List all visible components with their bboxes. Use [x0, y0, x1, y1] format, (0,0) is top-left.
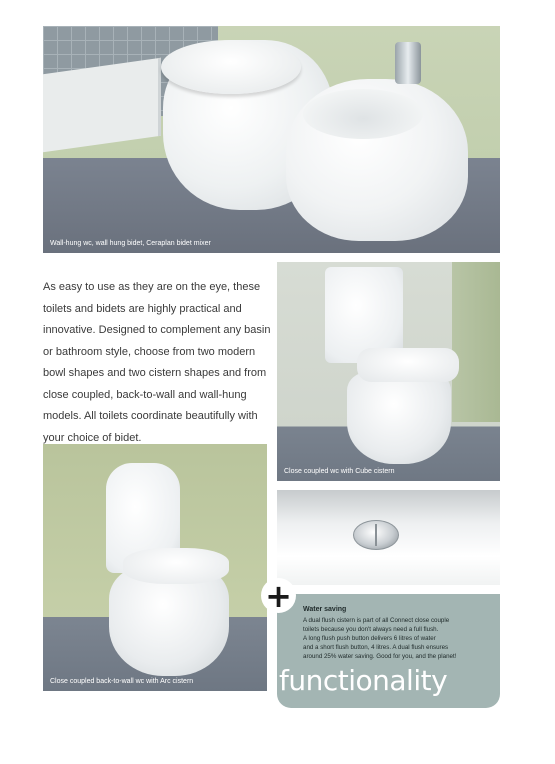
door-frame	[452, 262, 500, 422]
intro-line: innovative. Designed to complement any basin	[43, 324, 271, 336]
panel-text-line: and a short flush button, 4 litres. A dual flush ensures	[303, 644, 449, 652]
intro-line: close coupled, back-to-wall and wall-hung	[43, 388, 247, 401]
panel-text	[303, 616, 497, 661]
photo-cube-cistern-wc	[277, 262, 500, 481]
caption-arc: Close coupled back-to-wall wc with Arc cistern	[50, 678, 194, 685]
wc-bowl	[347, 372, 451, 464]
shower-tray	[43, 58, 161, 153]
wc-lid	[161, 40, 301, 94]
water-saving-panel	[277, 594, 500, 708]
panel-text-line: around 25% water saving. Good for you, and the planet!	[303, 653, 457, 661]
caption-top: Wall-hung wc, wall hung bidet, Ceraplan bidet mixer	[50, 240, 211, 247]
plus-icon: +	[261, 578, 296, 613]
bidet-bowl	[303, 89, 423, 139]
panel-text-line: A long flush push button delivers 6 litres of water	[303, 635, 436, 643]
photo-arc-cistern-wc	[43, 444, 267, 691]
wc-seat	[123, 548, 229, 584]
photo-wall-hung-wc-bidet	[43, 26, 500, 253]
caption-cube: Close coupled wc with Cube cistern	[284, 468, 395, 475]
bidet-mixer-tap	[395, 42, 421, 84]
panel-title: Water saving	[303, 606, 347, 613]
intro-line: toilets and bidets are highly practical and	[43, 302, 242, 315]
intro-line: your choice of bidet.	[43, 431, 142, 444]
intro-line: bowl shapes and two cistern shapes and from	[43, 367, 267, 379]
intro-line: As easy to use as they are on the eye, these	[43, 281, 261, 293]
functionality-heading: functionality	[279, 664, 448, 697]
panel-text-line: toilets because you don't always need a full flush.	[303, 626, 439, 634]
intro-line: models. All toilets coordinate beautifully with	[43, 410, 258, 422]
intro-line: or bathroom style, choose from two modern	[43, 345, 256, 358]
intro-paragraph	[43, 277, 271, 449]
flush-button-divider	[375, 524, 377, 546]
photo-dual-flush-button	[277, 490, 500, 585]
wc-seat	[357, 348, 459, 382]
panel-text-line: A dual flush cistern is part of all Connect close couple	[303, 617, 450, 624]
